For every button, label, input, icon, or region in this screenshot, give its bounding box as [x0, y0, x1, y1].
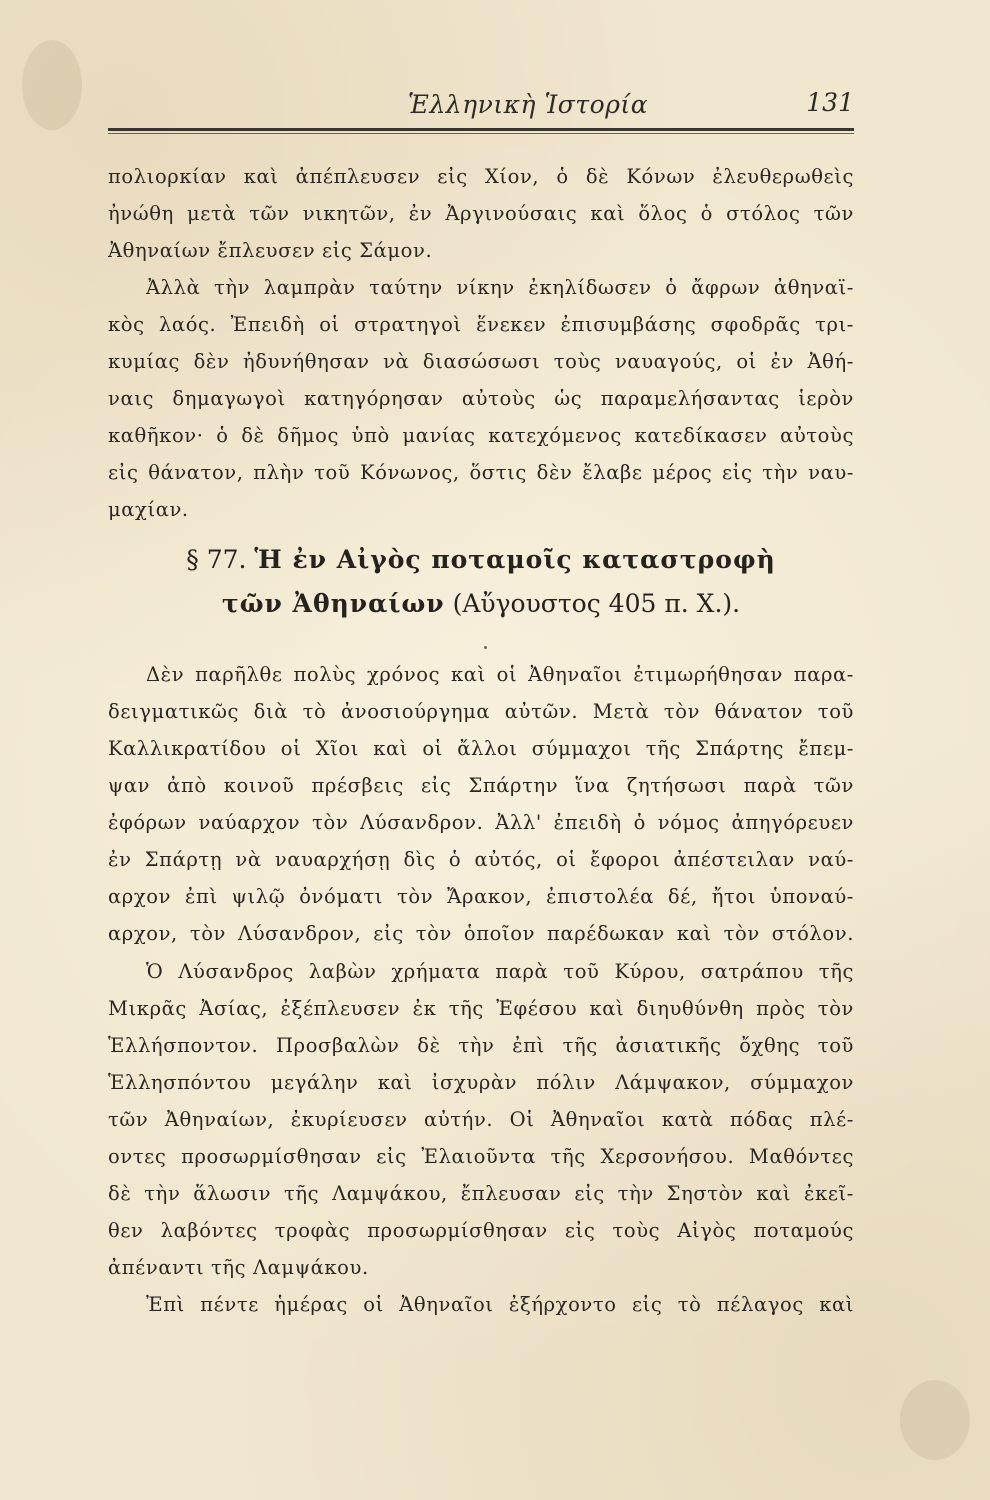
text-line: Μικρᾶς Ἀσίας, ἐξέπλευσεν ἐκ τῆς Ἐφέσου καὶ διηυθύνθη πρὸς τὸν: [108, 997, 854, 1020]
running-header: [108, 84, 854, 124]
section-title: Ἡ ἐν Αἰγὸς ποταμοῖς καταστροφὴ: [254, 545, 776, 574]
text-line: Δὲν παρῆλθε πολὺς χρόνος καὶ οἱ Ἀθηναῖοι ἐτιμωρήθησαν παρα-: [146, 663, 854, 686]
section-title-continued: τῶν Ἀθηναίων: [221, 589, 445, 618]
text-line: αρχον ἐπὶ ψιλῷ ὀνόματι τὸν Ἄρακον, ἐπιστολέα δέ, ἤτοι ὑποναύ-: [108, 885, 854, 908]
text-line: δὲ τὴν ἅλωσιν τῆς Λαμψάκου, ἔπλευσαν εἰς τὴν Σηστὸν καὶ ἐκεῖ-: [108, 1182, 854, 1205]
page-number: 131: [806, 88, 854, 117]
text-line: θεν λαβόντες τροφὰς προσωρμίσθησαν εἰς τοὺς Αἰγὸς ποταμούς: [108, 1219, 854, 1242]
text-line: κυμίας δὲν ἠδυνήθησαν νὰ διασώσωσι τοὺς ναυαγούς, οἱ ἐν Ἀθή-: [108, 350, 854, 373]
text-line: μαχίαν.: [108, 498, 189, 521]
text-line: Ἑλλήσποντον. Προσβαλὼν δὲ τὴν ἐπὶ τῆς ἀσιατικῆς ὄχθης τοῦ: [108, 1034, 854, 1057]
text-line: αρχον, τὸν Λύσανδρον, εἰς τὸν ὁποῖον παρέδωκαν καὶ τὸν στόλον.: [108, 922, 854, 945]
text-line: ψαν ἀπὸ κοινοῦ πρέσβεις εἰς Σπάρτην ἵνα ζητήσωσι παρὰ τῶν: [108, 774, 854, 797]
paper-stain: [900, 1380, 970, 1460]
text-line: ἐν Σπάρτῃ νὰ ναυαρχήσῃ δὶς ὁ αὐτός, οἱ ἔφοροι ἀπέστειλαν ναύ-: [108, 848, 854, 871]
text-line: ἐφόρων ναύαρχον τὸν Λύσανδρον. Ἀλλ' ἐπειδὴ ὁ νόμος ἀπηγόρευεν: [108, 811, 854, 834]
section-heading-line-2: [108, 584, 854, 624]
section-heading: [108, 540, 854, 580]
text-line: ἠνώθη μετὰ τῶν νικητῶν, ἐν Ἀργινούσαις καὶ ὅλος ὁ στόλος τῶν: [108, 202, 854, 225]
paper-stain: [22, 40, 82, 130]
section-date: (Αὔγουστος 405 π. Χ.).: [452, 589, 741, 618]
header-rule-thin: [108, 133, 854, 134]
running-title: Ἑλληνικὴ Ἱστορία: [407, 90, 649, 119]
text-line: Ἀθηναίων ἔπλευσεν εἰς Σάμον.: [108, 239, 433, 262]
text-line: εἰς θάνατον, πλὴν τοῦ Κόνωνος, ὅστις δὲν ἔλαβε μέρος εἰς τὴν ναυ-: [108, 461, 854, 484]
text-line: ναις δημαγωγοὶ κατηγόρησαν αὐτοὺς ὡς παραμελήσαντας ἱερὸν: [108, 387, 854, 410]
text-line: Ἀλλὰ τὴν λαμπρὰν ταύτην νίκην ἐκηλίδωσεν ὁ ἄφρων ἀθηναϊ-: [146, 276, 854, 299]
text-line: πολιορκίαν καὶ ἀπέπλευσεν εἰς Χίον, ὁ δὲ Κόνων ἐλευθερωθεὶς: [108, 165, 854, 188]
header-rule: [108, 128, 854, 131]
text-line: οντες προσωρμίσθησαν εἰς Ἐλαιοῦντα τῆς Χερσονήσου. Μαθόντες: [108, 1145, 854, 1168]
text-line: Καλλικρατίδου οἱ Χῖοι καὶ οἱ ἄλλοι σύμμαχοι τῆς Σπάρτης ἔπεμ-: [108, 737, 854, 760]
text-line: καθῆκον· ὁ δὲ δῆμος ὑπὸ μανίας κατεχόμενος κατεδίκασεν αὐτοὺς: [108, 424, 854, 447]
text-line: Ἐπὶ πέντε ἡμέρας οἱ Ἀθηναῖοι ἐξήρχοντο εἰς τὸ πέλαγος καὶ: [146, 1293, 854, 1316]
section-number: § 77.: [186, 545, 247, 574]
text-line: τῶν Ἀθηναίων, ἐκυρίευσεν αὐτήν. Οἱ Ἀθηναῖοι κατὰ πόδας πλέ-: [108, 1108, 854, 1131]
text-line: ἀπέναντι τῆς Λαμψάκου.: [108, 1256, 369, 1279]
separator-dot: [484, 646, 487, 649]
text-line: Ἑλλησπόντου μεγάλην καὶ ἰσχυρὰν πόλιν Λάμψακον, σύμμαχον: [108, 1071, 854, 1094]
text-line: Ὁ Λύσανδρος λαβὼν χρήματα παρὰ τοῦ Κύρου, σατράπου τῆς: [146, 960, 854, 983]
text-line: δειγματικῶς διὰ τὸ ἀνοσιούργημα αὐτῶν. Μετὰ τὸν θάνατον τοῦ: [108, 700, 854, 723]
text-line: κὸς λαός. Ἐπειδὴ οἱ στρατηγοὶ ἕνεκεν ἐπισυμβάσης σφοδρᾶς τρι-: [108, 313, 854, 336]
